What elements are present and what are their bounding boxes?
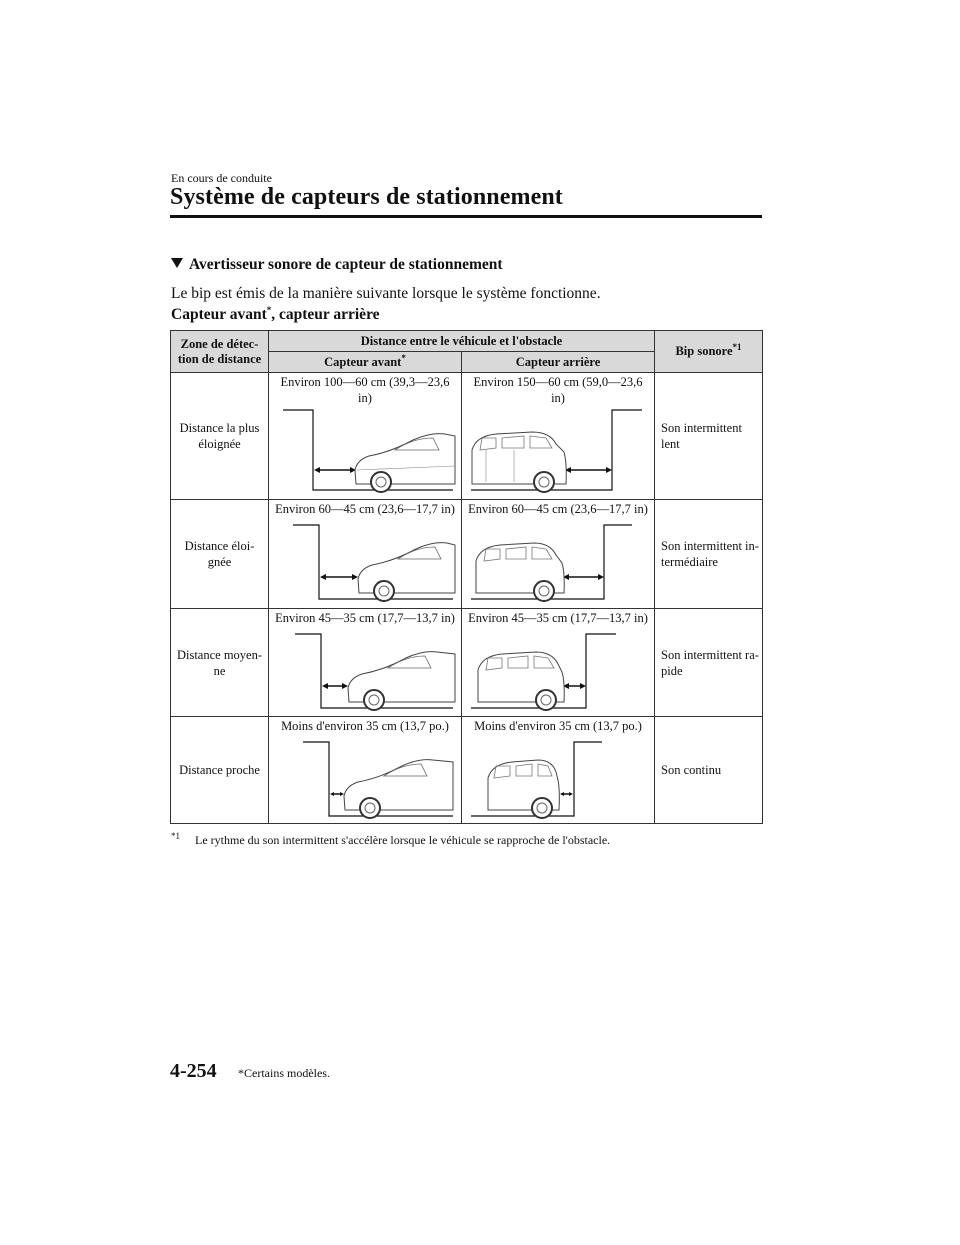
bip-cell [655, 717, 763, 824]
section-label: En cours de conduite [171, 171, 272, 185]
bip-line1: Son continu [661, 763, 722, 777]
rear-cell [462, 609, 655, 717]
rear-distance: Environ 45―35 cm (17,7―13,7 in) [468, 611, 648, 625]
header-rear: Capteur arrière [462, 352, 655, 373]
rear-distance: Environ 150―60 cm (59,0―23,6 in) [473, 375, 643, 405]
section-heading [171, 256, 503, 274]
footnote-text: Le rythme du son intermittent s'accélère lorsque le véhicule se rapproche de l'obstacle. [195, 833, 611, 847]
triangle-down-icon [171, 258, 183, 268]
front-car-illustration [273, 734, 458, 820]
bip-line1: Son intermittent ra- [661, 647, 759, 662]
beep-table [170, 330, 763, 824]
front-distance: Environ 45―35 cm (17,7―13,7 in) [275, 611, 455, 625]
rear-cell [462, 717, 655, 824]
front-cell [269, 717, 462, 824]
bip-line1: Son intermittent in- [661, 539, 759, 553]
bip-line2: pide [661, 663, 683, 678]
front-distance: Environ 100―60 cm (39,3―23,6 in) [280, 375, 450, 405]
bip-cell [655, 373, 763, 500]
header-front-star: * [401, 352, 406, 363]
bip-cell [655, 500, 763, 609]
zone-cell [171, 609, 269, 717]
zone-cell [171, 500, 269, 609]
rear-car-illustration [466, 517, 651, 603]
front-distance: Moins d'environ 35 cm (13,7 po.) [281, 719, 449, 733]
page-number: 4-254 [170, 1060, 217, 1082]
header-front [269, 352, 462, 373]
header-bip-text: Bip sonore [675, 344, 733, 358]
rear-distance: Environ 60―45 cm (23,6―17,7 in) [468, 502, 648, 516]
rear-distance: Moins d'environ 35 cm (13,7 po.) [474, 719, 642, 733]
subheading-star: * [266, 304, 272, 315]
front-car-illustration [273, 406, 458, 494]
intro-text: Le bip est émis de la manière suivante lorsque le système fonctionne. [171, 285, 601, 302]
rear-car-illustration [466, 406, 651, 494]
subheading-front: Capteur avant [171, 306, 267, 323]
header-bip-sup: *1 [732, 341, 742, 352]
bip-line2: termédiaire [661, 555, 718, 569]
front-distance: Environ 60―45 cm (23,6―17,7 in) [275, 502, 455, 516]
table-row [171, 500, 763, 609]
zone-line2: ne [213, 663, 226, 678]
rear-cell [462, 373, 655, 500]
zone-cell [171, 373, 269, 500]
section-heading-text: Avertisseur sonore de capteur de stationnement [189, 256, 503, 273]
footnote: $^{*1}$ Le rythme du son intermittent s'accélère lorsque le véhicule se rapproche de l'obstacle. [171, 831, 611, 847]
rear-cell [462, 500, 655, 609]
header-bip [655, 331, 763, 373]
bip-cell [655, 609, 763, 717]
bip-line1: Son intermittent [661, 421, 742, 435]
zone-line1: Distance éloi- [184, 539, 255, 553]
zone-line1: Distance la plus [179, 421, 260, 435]
zone-line2: éloignée [198, 437, 241, 451]
subheading [171, 306, 380, 324]
page-title: Système de capteurs de stationnement [170, 184, 563, 210]
front-cell [269, 373, 462, 500]
rear-car-illustration [466, 626, 651, 712]
front-car-illustration [273, 517, 458, 603]
zone-line1: Distance moyen- [176, 647, 263, 662]
zone-line1: Distance proche [179, 763, 260, 777]
front-cell [269, 500, 462, 609]
zone-line2: gnée [207, 555, 232, 569]
header-zone-line2: tion de distance [177, 351, 262, 366]
table-row [171, 609, 763, 717]
subheading-rear: , capteur arrière [271, 306, 380, 323]
header-zone-line1: Zone de détec- [180, 336, 259, 351]
header-distance: Distance entre le véhicule et l'obstacle [269, 331, 655, 352]
front-car-illustration [273, 626, 458, 712]
zone-cell [171, 717, 269, 824]
table-header-row [171, 331, 763, 352]
title-rule [170, 215, 762, 218]
table-row [171, 717, 763, 824]
rear-car-illustration [466, 734, 651, 820]
front-cell [269, 609, 462, 717]
header-zone [171, 331, 269, 373]
bip-line2: lent [661, 437, 680, 451]
header-front-text: Capteur avant [324, 354, 402, 369]
certain-models-note: *Certains modèles. [238, 1066, 330, 1080]
table-row [171, 373, 763, 500]
